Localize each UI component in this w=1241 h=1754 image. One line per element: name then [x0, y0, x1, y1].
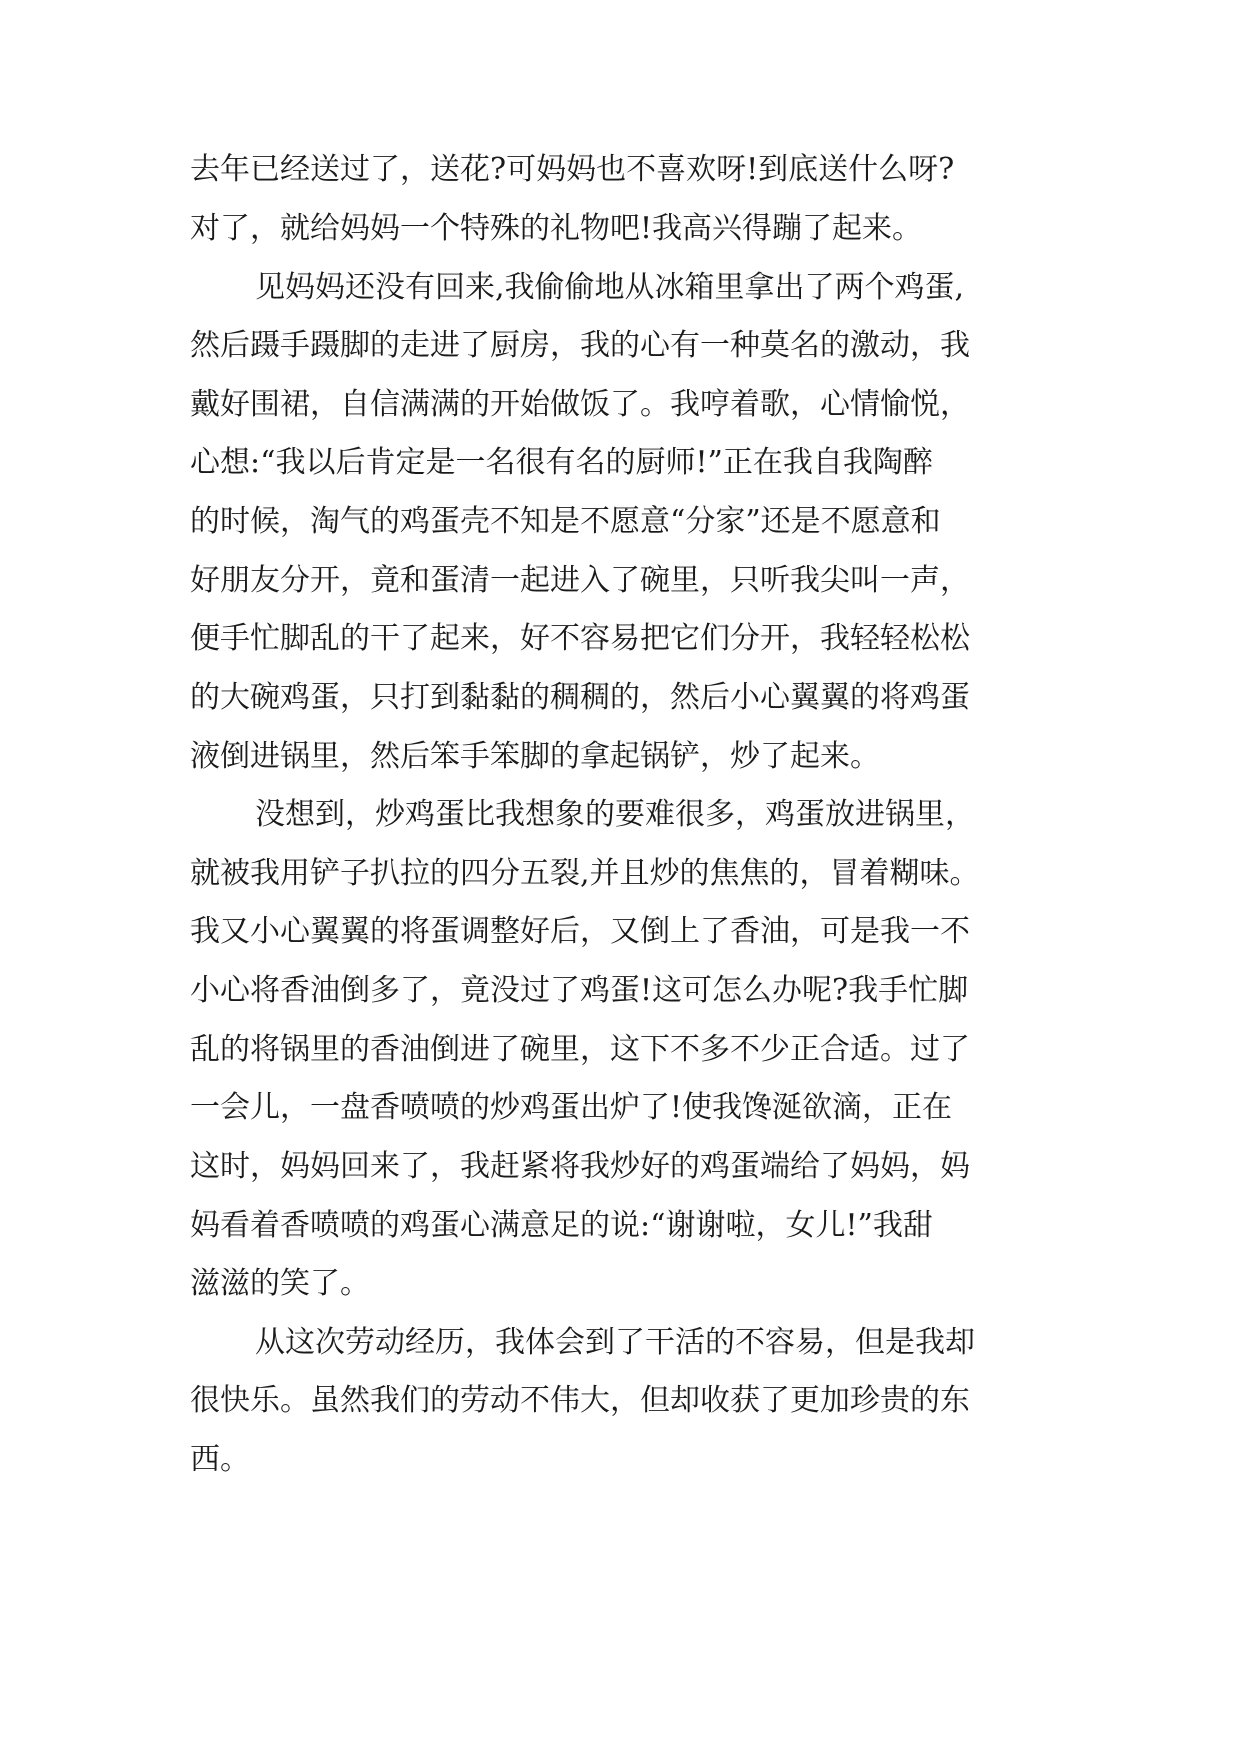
- text-line: 妈看着香喷喷的鸡蛋心满意足的说:“谢谢啦，女儿!”我甜: [190, 1208, 933, 1243]
- text-line: 液倒进锅里，然后笨手笨脚的拿起锅铲，炒了起来。: [190, 739, 880, 774]
- paragraph-start-line: 没想到，炒鸡蛋比我想象的要难很多，鸡蛋放进锅里，: [255, 797, 975, 832]
- text-line: 去年已经送过了，送花?可妈妈也不喜欢呀!到底送什么呀?: [190, 152, 955, 187]
- text-line: 就被我用铲子扒拉的四分五裂,并且炒的焦焦的，冒着糊味。: [190, 856, 980, 891]
- text-line: 然后蹑手蹑脚的走进了厨房，我的心有一种莫名的激动，我: [190, 328, 970, 363]
- text-line: 很快乐。虽然我们的劳动不伟大，但却收获了更加珍贵的东: [190, 1383, 970, 1418]
- text-line: 西。: [190, 1442, 250, 1477]
- text-line: 对了，就给妈妈一个特殊的礼物吧!我高兴得蹦了起来。: [190, 211, 923, 246]
- paragraph-start-line: 见妈妈还没有回来,我偷偷地从冰箱里拿出了两个鸡蛋,: [255, 270, 965, 305]
- text-line: 的大碗鸡蛋，只打到黏黏的稠稠的，然后小心翼翼的将鸡蛋: [190, 680, 970, 715]
- text-line: 一会儿，一盘香喷喷的炒鸡蛋出炉了!使我馋涎欲滴，正在: [190, 1090, 953, 1125]
- text-line: 戴好围裙，自信满满的开始做饭了。我哼着歌，心情愉悦，: [190, 387, 970, 422]
- text-line: 这时，妈妈回来了，我赶紧将我炒好的鸡蛋端给了妈妈，妈: [190, 1149, 970, 1184]
- text-line: 好朋友分开，竟和蛋清一起进入了碗里，只听我尖叫一声，: [190, 563, 970, 598]
- text-line: 乱的将锅里的香油倒进了碗里，这下不多不少正合适。过了: [190, 1032, 970, 1067]
- text-line: 的时候，淘气的鸡蛋壳不知是不愿意“分家”还是不愿意和: [190, 504, 941, 539]
- text-line: 便手忙脚乱的干了起来，好不容易把它们分开，我轻轻松松: [190, 621, 970, 656]
- paragraph-start-line: 从这次劳动经历，我体会到了干活的不容易，但是我却: [255, 1325, 975, 1360]
- text-line: 小心将香油倒多了，竟没过了鸡蛋!这可怎么办呢?我手忙脚: [190, 973, 969, 1008]
- text-line: 我又小心翼翼的将蛋调整好后，又倒上了香油，可是我一不: [190, 914, 970, 949]
- text-line: 滋滋的笑了。: [190, 1266, 370, 1301]
- text-line: 心想:“我以后肯定是一名很有名的厨师!”正在我自我陶醉: [190, 445, 933, 480]
